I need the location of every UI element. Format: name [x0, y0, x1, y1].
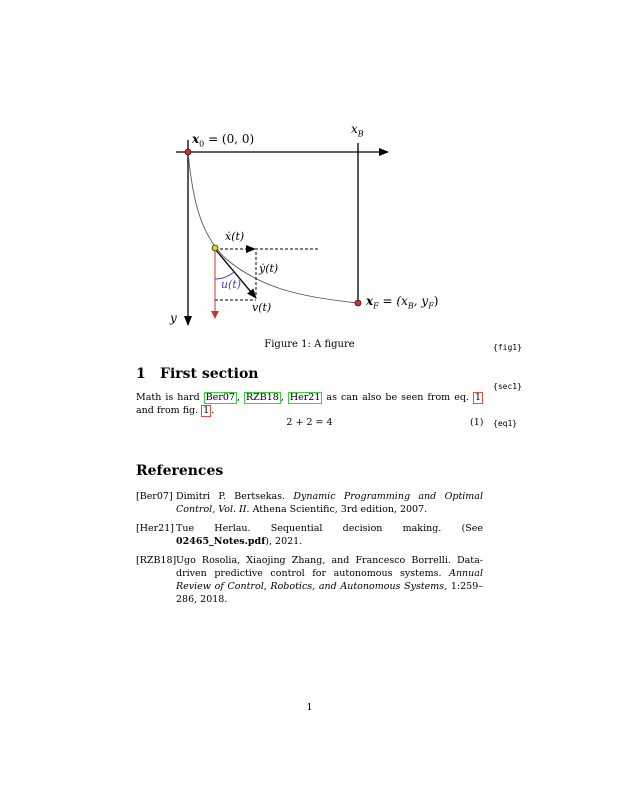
tangent-point [212, 245, 218, 251]
label-ydot: ẏ(t) [259, 262, 279, 275]
reference-key: [Her21] [136, 523, 174, 534]
figure-caption: Figure 1: A figure [264, 339, 355, 350]
start-point [185, 149, 191, 155]
brachistochrone-diagram [0, 0, 619, 340]
citation-rzb18[interactable]: RZB18 [245, 392, 279, 403]
label-x0: $x_0 = (0$, 0) [192, 132, 255, 149]
section-heading [136, 366, 258, 382]
label-y-axis: y [170, 311, 177, 325]
figure-1 [0, 0, 619, 340]
reference-text: Tue Herlau. Sequential decision making. (See 02465_Notes.pdf), 2021. [176, 523, 483, 547]
label-xB: $x_B$ [351, 122, 364, 139]
references-heading: References [136, 463, 224, 479]
page-number: 1 [306, 702, 313, 713]
section-label-tag: {sec1} [493, 382, 522, 391]
reference-text: Ugo Rosolia, Xiaojing Zhang, and Francesco Borrelli. Data-driven predictive control for autonomous systems. Annual Review of Control, Robotics, and Autonomous Systems, 1:259–286, 2018. [176, 555, 483, 605]
end-point [355, 300, 361, 306]
figure-label-tag: {fig1} [493, 343, 522, 352]
para-text-tail: and from fig. [136, 405, 202, 416]
section-paragraph: Math is hard Ber07 , RZB18 , Her21 as can also be seen from eq. 1 and from fig. 1 . [136, 392, 481, 416]
reference-item [136, 554, 483, 605]
citation-ber07[interactable]: Ber07 [205, 392, 235, 403]
reference-key: [RZB18] [136, 555, 177, 566]
equation-body: 2 + 2 = 4 [286, 417, 333, 428]
para-text-end: . [211, 405, 215, 416]
citation-her21[interactable]: Her21 [289, 392, 321, 403]
label-xdot: ẋ(t) [225, 230, 245, 243]
reference-item [136, 490, 483, 516]
label-xF: $x_F = (x_B$, $y_F$) [366, 294, 439, 311]
reference-item [136, 522, 483, 548]
label-u: u(t) [221, 278, 242, 291]
section-title: First section [160, 366, 259, 382]
reference-key: [Ber07] [136, 491, 173, 502]
equation-number: (1) [470, 417, 484, 428]
section-number: 1 [136, 366, 146, 382]
para-text-mid: as can also be seen from eq. [322, 392, 473, 403]
figure-ref-link[interactable]: 1 [203, 405, 210, 416]
trajectory-curve [188, 152, 358, 303]
para-text-intro: Math is hard [136, 392, 204, 403]
reference-text: Dimitri P. Bertsekas. Dynamic Programming and Optimal Control, Vol. II. Athena Scientific, 3rd edition, 2007. [176, 491, 484, 515]
label-v: v(t) [252, 301, 272, 314]
equation-ref-link[interactable]: 1 [474, 392, 481, 403]
equation-label-tag: {eq1} [493, 419, 518, 428]
